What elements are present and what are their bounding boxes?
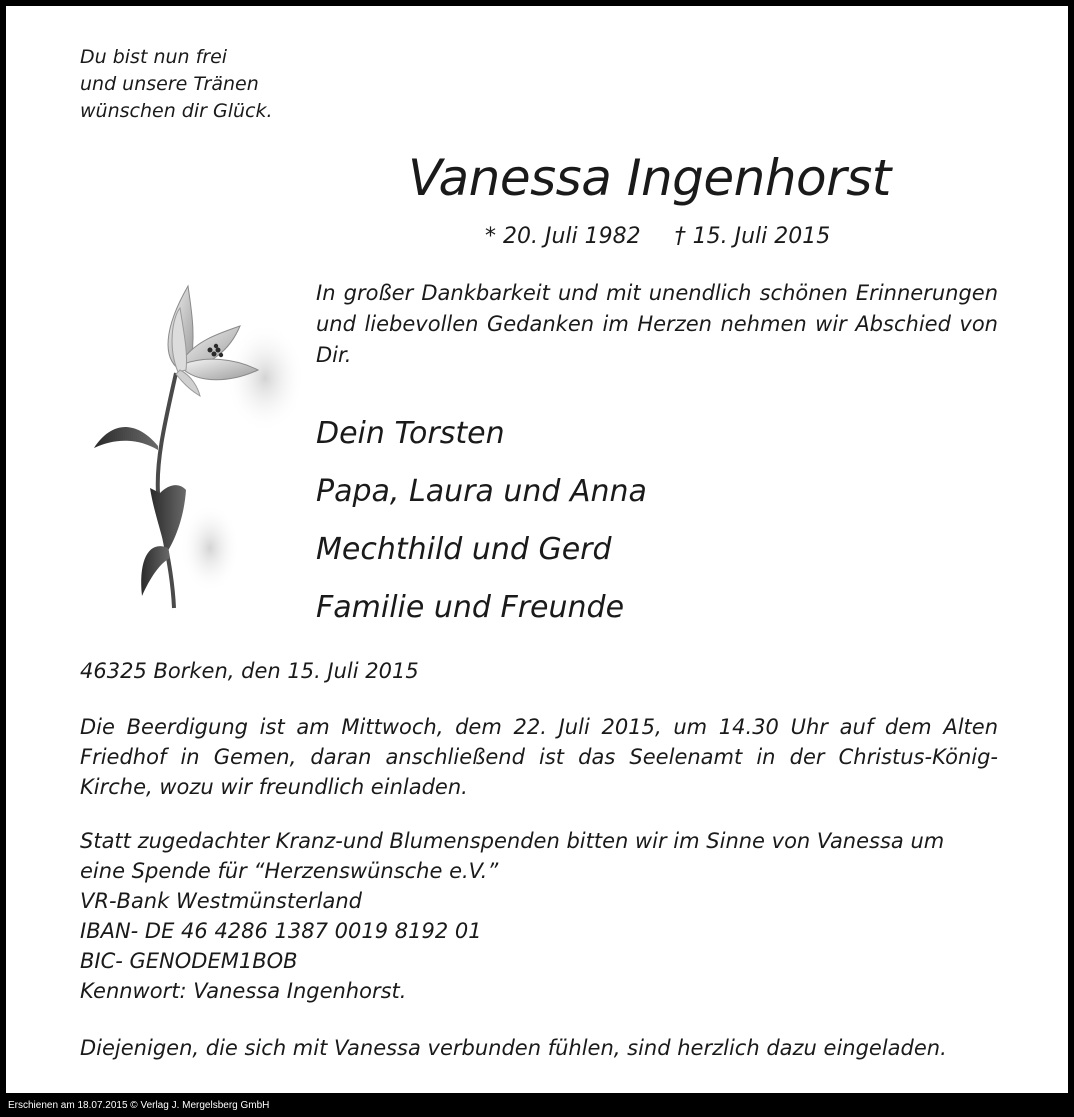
donation-line: Statt zugedachter Kranz-und Blumenspenden bitten wir im Sinne von Vanessa um [80, 829, 945, 853]
donation-line: eine Spende für “Herzenswünsche e.V.” [80, 859, 499, 883]
life-dates [485, 222, 830, 252]
iban: IBAN- DE 46 4286 1387 0019 8192 01 [80, 919, 482, 943]
bank-name: VR-Bank Westmünsterland [80, 889, 362, 913]
motto-line: Du bist nun frei [80, 46, 228, 68]
motto [80, 44, 273, 125]
signer-line: Familie und Freunde [316, 590, 625, 625]
motto-line: wünschen dir Glück. [80, 100, 273, 122]
deceased-name: Vanessa Ingenhorst [408, 149, 891, 207]
motto-line: und unsere Tränen [80, 73, 259, 95]
signer-line: Papa, Laura und Anna [316, 474, 647, 509]
birth-date: * 20. Juli 1982 [485, 224, 641, 249]
keyword: Kennwort: Vanessa Ingenhorst. [80, 979, 407, 1003]
publication-footer: Erschienen am 18.07.2015 © Verlag J. Mergelsberg GmbH [8, 1100, 270, 1111]
signer-line: Dein Torsten [316, 416, 505, 451]
signer-line: Mechthild und Gerd [316, 532, 612, 567]
intro-text: In großer Dankbarkeit und mit unendlich schönen Erinnerungen und liebevollen Gedanken im Herzen nehmen wir Abschied von Dir. [316, 281, 998, 367]
place-date: 46325 Borken, den 15. Juli 2015 [80, 659, 419, 683]
death-date: † 15. Juli 2015 [674, 224, 831, 249]
signers [316, 405, 647, 637]
bic: BIC- GENODEM1BOB [80, 949, 298, 973]
donation-info [80, 826, 944, 1006]
lily-flower-icon [80, 278, 310, 618]
closing-text: Diejenigen, die sich mit Vanessa verbunden fühlen, sind herzlich dazu eingeladen. [80, 1036, 947, 1060]
funeral-text: Die Beerdigung ist am Mittwoch, dem 22. Juli 2015, um 14.30 Uhr auf dem Alten Friedhof in Gemen, daran anschließend ist das Seelenamt in der Christus-König- Kirche, wozu wir freundlich einladen. [80, 715, 998, 799]
